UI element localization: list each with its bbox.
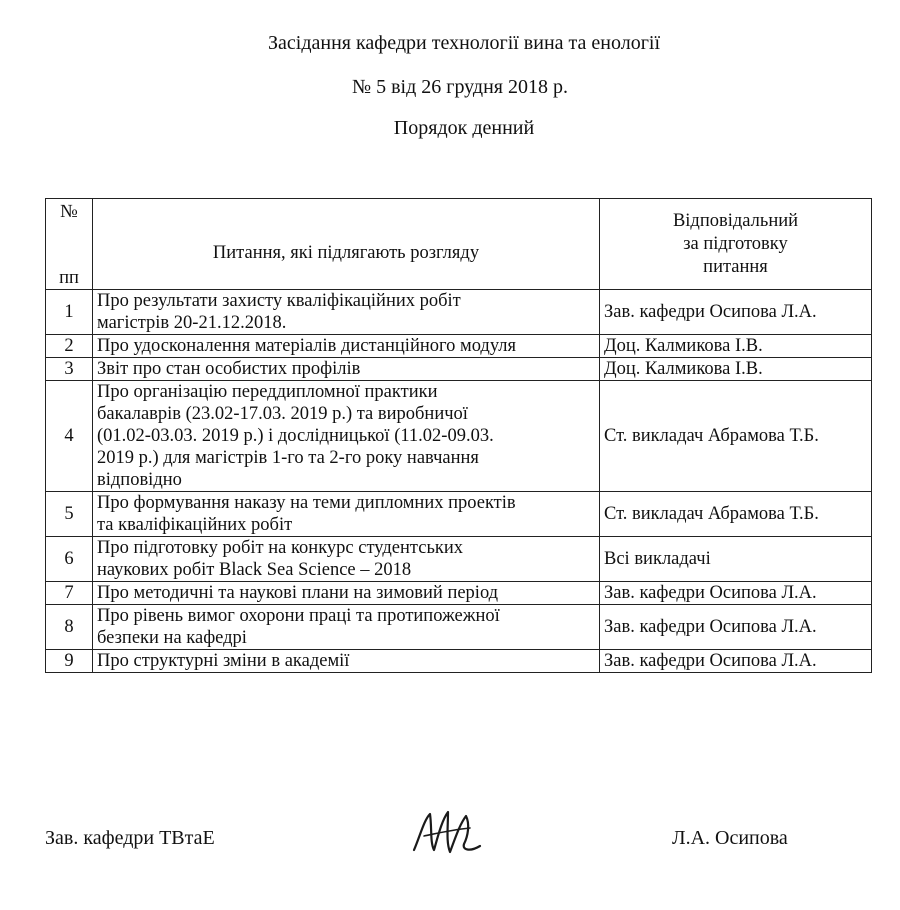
table-row xyxy=(46,290,872,335)
agenda-table xyxy=(45,198,872,673)
row-question xyxy=(93,650,600,673)
row-responsible: Ст. викладач Абрамова Т.Б. xyxy=(600,381,872,492)
row-number: 4 xyxy=(46,381,93,492)
document-title: Засідання кафедри технології вина та енології xyxy=(267,32,661,54)
row-responsible: Доц. Калмикова І.В. xyxy=(600,335,872,358)
row-number: 3 xyxy=(46,358,93,381)
signer-name: Л.А. Осипова xyxy=(672,827,788,849)
table-header-row xyxy=(46,199,872,290)
row-question xyxy=(93,358,600,381)
row-question-line: магістрів 20-21.12.2018. xyxy=(97,313,287,333)
row-question-line: (01.02-03.03. 2019 р.) і дослідницької (11.02-09.03. xyxy=(97,426,494,446)
row-number: 6 xyxy=(46,537,93,582)
column-header-responsible-line: Відповідальний xyxy=(672,210,799,231)
signature-icon xyxy=(410,806,485,862)
meeting-number: № 5 від 26 грудня 2018 р. xyxy=(351,76,568,98)
row-question xyxy=(93,537,600,582)
row-question-line: 2019 р.) для магістрів 1-го та 2-го року навчання xyxy=(97,448,479,468)
row-responsible: Зав. кафедри Осипова Л.А. xyxy=(600,605,872,650)
row-number: 5 xyxy=(46,492,93,537)
row-responsible: Ст. викладач Абрамова Т.Б. xyxy=(600,492,872,537)
table-row xyxy=(46,492,872,537)
column-header-number-top: № xyxy=(60,202,78,222)
row-question-line: Звіт про стан особистих профілів xyxy=(97,359,361,379)
row-number: 8 xyxy=(46,605,93,650)
row-question xyxy=(93,605,600,650)
column-header-responsible-line: за підготовку xyxy=(683,233,788,254)
row-question-line: Про структурні зміни в академії xyxy=(97,651,350,671)
row-question xyxy=(93,335,600,358)
row-question xyxy=(93,492,600,537)
row-question-line: безпеки на кафедрі xyxy=(97,628,247,648)
column-header-responsible-line: питання xyxy=(703,256,768,277)
row-question-line: Про формування наказу на теми дипломних проектів xyxy=(97,493,516,513)
table-row xyxy=(46,605,872,650)
row-question-line: бакалаврів (23.02-17.03. 2019 р.) та виробничої xyxy=(97,404,468,424)
table-row xyxy=(46,582,872,605)
signer-role: Зав. кафедри ТВтаЕ xyxy=(45,827,215,849)
row-responsible: Доц. Калмикова І.В. xyxy=(600,358,872,381)
row-question xyxy=(93,381,600,492)
row-responsible: Зав. кафедри Осипова Л.А. xyxy=(600,290,872,335)
table-row xyxy=(46,358,872,381)
column-header-responsible xyxy=(600,199,872,290)
row-number: 2 xyxy=(46,335,93,358)
column-header-number xyxy=(46,199,93,290)
table-row xyxy=(46,537,872,582)
table-row xyxy=(46,381,872,492)
row-question-line: Про організацію переддипломної практики xyxy=(97,382,438,402)
row-number: 1 xyxy=(46,290,93,335)
table-row xyxy=(46,650,872,673)
row-question-line: Про методичні та наукові плани на зимовий період xyxy=(97,583,499,603)
row-question xyxy=(93,290,600,335)
row-number: 7 xyxy=(46,582,93,605)
row-responsible: Всі викладачі xyxy=(600,537,872,582)
row-number: 9 xyxy=(46,650,93,673)
row-responsible: Зав. кафедри Осипова Л.А. xyxy=(600,582,872,605)
row-question-line: Про підготовку робіт на конкурс студентських xyxy=(97,538,464,558)
row-question-line: Про рівень вимог охорони праці та протипожежної xyxy=(97,606,500,626)
row-question-line: Про удосконалення матеріалів дистанційного модуля xyxy=(97,336,517,356)
column-header-number-bottom: пп xyxy=(59,268,79,288)
row-question-line: відповідно xyxy=(97,470,182,490)
row-question xyxy=(93,582,600,605)
row-question-line: та кваліфікаційних робіт xyxy=(97,515,293,535)
row-responsible: Зав. кафедри Осипова Л.А. xyxy=(600,650,872,673)
row-question-line: Про результати захисту кваліфікаційних робіт xyxy=(97,291,461,311)
agenda-heading: Порядок денний xyxy=(393,117,535,139)
row-question-line: наукових робіт Black Sea Science – 2018 xyxy=(97,560,412,580)
table-row xyxy=(46,335,872,358)
column-header-question: Питання, які підлягають розгляду xyxy=(93,199,600,290)
